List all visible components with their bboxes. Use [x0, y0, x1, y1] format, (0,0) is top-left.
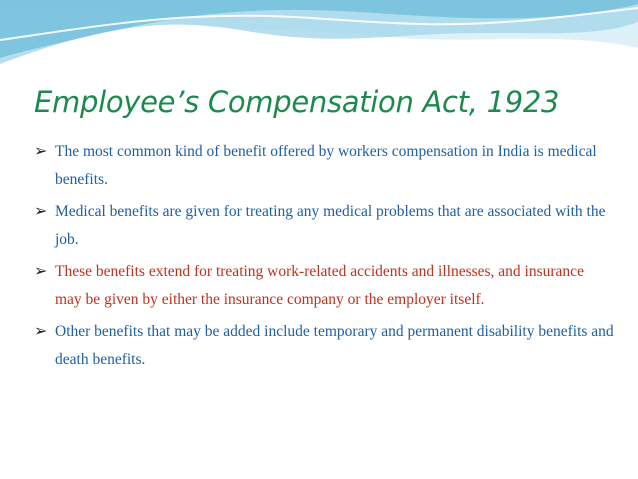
- bullet-item: [34, 258, 614, 314]
- arrow-bullet-icon: ➢: [34, 143, 48, 160]
- arrow-bullet-icon: ➢: [34, 203, 48, 220]
- bullet-text: Other benefits that may be added include temporary and permanent disability benefits and death benefits.: [55, 323, 614, 368]
- arrow-bullet-icon: ➢: [34, 323, 48, 340]
- arrow-bullet-icon: ➢: [34, 263, 48, 280]
- bullet-item: [34, 318, 614, 374]
- bullet-text: Medical benefits are given for treating any medical problems that are associated with the job.: [55, 203, 606, 248]
- bullet-text: These benefits extend for treating work-related accidents and illnesses, and insurance may be given by either the insurance company or the employer itself.: [55, 263, 584, 308]
- slide-title: Employee’s Compensation Act, 1923: [34, 85, 560, 119]
- bullet-item: [34, 138, 614, 194]
- bullet-text: The most common kind of benefit offered by workers compensation in India is medical benefits.: [55, 143, 597, 188]
- bullet-item: [34, 198, 614, 254]
- header-wave-decoration: [0, 0, 638, 80]
- bullet-list: [34, 138, 614, 378]
